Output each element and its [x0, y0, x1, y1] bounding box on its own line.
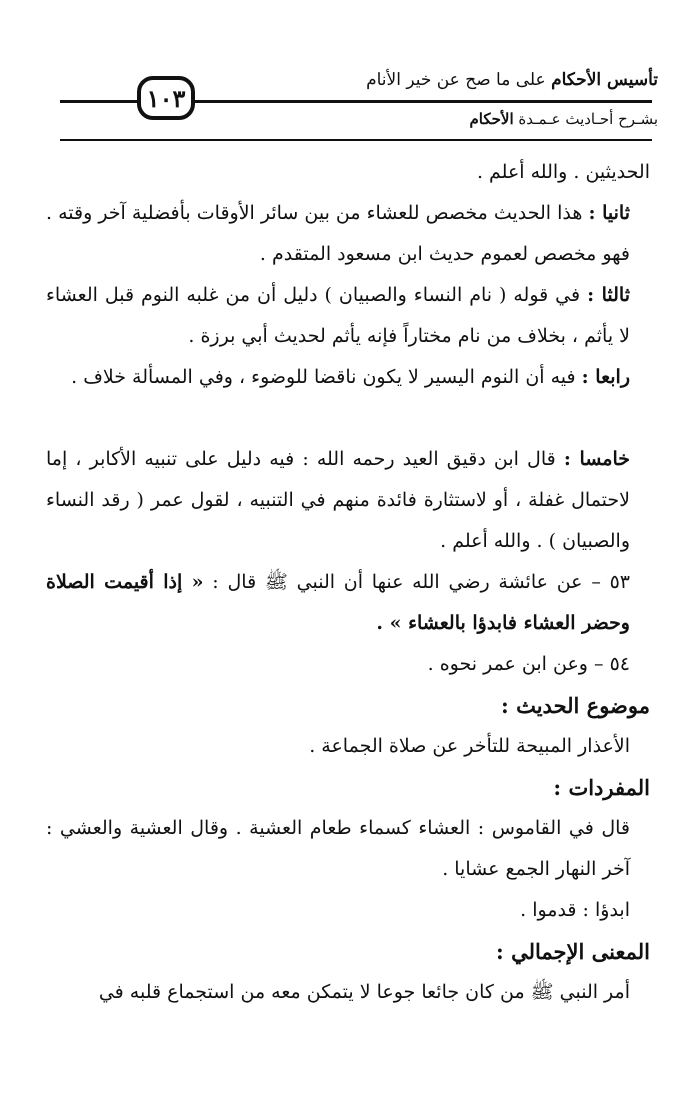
header-rule-bottom: [60, 139, 652, 141]
paragraph-3-lead: ثالثا :: [587, 284, 630, 306]
book-subtitle: [470, 110, 659, 128]
header-rule-top-right: [192, 100, 652, 103]
book-title: [366, 70, 658, 90]
heading-vocabulary: المفردات :: [553, 775, 650, 800]
hadith-54-number: ٥٤ –: [594, 653, 630, 675]
paragraph-2-text: هذا الحديث مخصص للعشاء من بين سائر الأوقات بأفضلية آخر وقته . فهو مخصص لعموم حديث ابن مسعود المتقدم .: [46, 202, 630, 265]
hadith-53: [46, 562, 650, 644]
hadith-53-quote: « إذا أقيمت الصلاة وحضر العشاء فابدؤا بالعشاء » .: [46, 571, 630, 634]
paragraph-2-lead: ثانيا :: [588, 202, 630, 224]
paragraph-3: [46, 275, 650, 357]
hadith-53-number: ٥٣ –: [591, 571, 631, 593]
header-rule-top-left: [60, 100, 140, 103]
paragraph-5-text: قال ابن دقيق العيد رحمه الله : فيه دليل على تنبيه الأكابر ، إما لاحتمال غفلة ، أو لاستثارة فائدة منهم في التنبيه ، لقول عمر ( رقد النساء والصبيان ) . والله أعلم .: [46, 448, 630, 552]
page-header: [0, 0, 698, 150]
paragraph-vocabulary: قال في القاموس : العشاء كسماء طعام العشية . وقال العشية والعشي : آخر النهار الجمع عشايا .: [46, 817, 630, 880]
paragraph-topic: الأعذار المبيحة للتأخر عن صلاة الجماعة .: [309, 735, 630, 757]
book-title-rest: على ما صح عن خير الأنام: [366, 70, 546, 90]
heading-topic: موضوع الحديث :: [501, 693, 650, 718]
paragraph-4: [46, 357, 650, 398]
paragraph-4-text: فيه أن النوم اليسير لا يكون ناقضا للوضوء ، وفي المسألة خلاف .: [71, 366, 576, 388]
hadith-54: [46, 644, 650, 685]
paragraph-5: [46, 439, 650, 562]
hadith-54-text: وعن ابن عمر نحوه .: [427, 653, 588, 675]
hadith-53-text: عن عائشة رضي الله عنها أن النبي ﷺ قال :: [212, 571, 583, 593]
book-title-main: تأسيس الأحكام: [551, 70, 658, 90]
paragraph-2: [46, 193, 650, 275]
paragraph-1: الحديثين . والله أعلم .: [476, 161, 650, 183]
paragraph-general-meaning: أمر النبي ﷺ من كان جائعا جوعا لا يتمكن معه من استجماع قلبه في: [98, 981, 630, 1003]
page-body: [46, 152, 650, 1013]
paragraph-5-lead: خامسا :: [563, 448, 630, 470]
paragraph-4-lead: رابعا :: [581, 366, 630, 388]
page-number: ١٠٣: [137, 76, 195, 120]
book-subtitle-rest: بشـرح أحـاديث عـمـدة: [518, 110, 658, 128]
paragraph-spacer: [46, 398, 650, 439]
paragraph-3-text: في قوله ( نام النساء والصبيان ) دليل أن من غلبه النوم قبل العشاء لا يأثم ، بخلاف من نام مختاراً فإنه يأثم لحديث أبي برزة .: [46, 284, 630, 347]
paragraph-vocabulary-2: ابدؤا : قدموا .: [520, 899, 630, 921]
heading-general-meaning: المعنى الإجمالي :: [496, 939, 650, 964]
book-subtitle-main: الأحكام: [469, 110, 514, 128]
